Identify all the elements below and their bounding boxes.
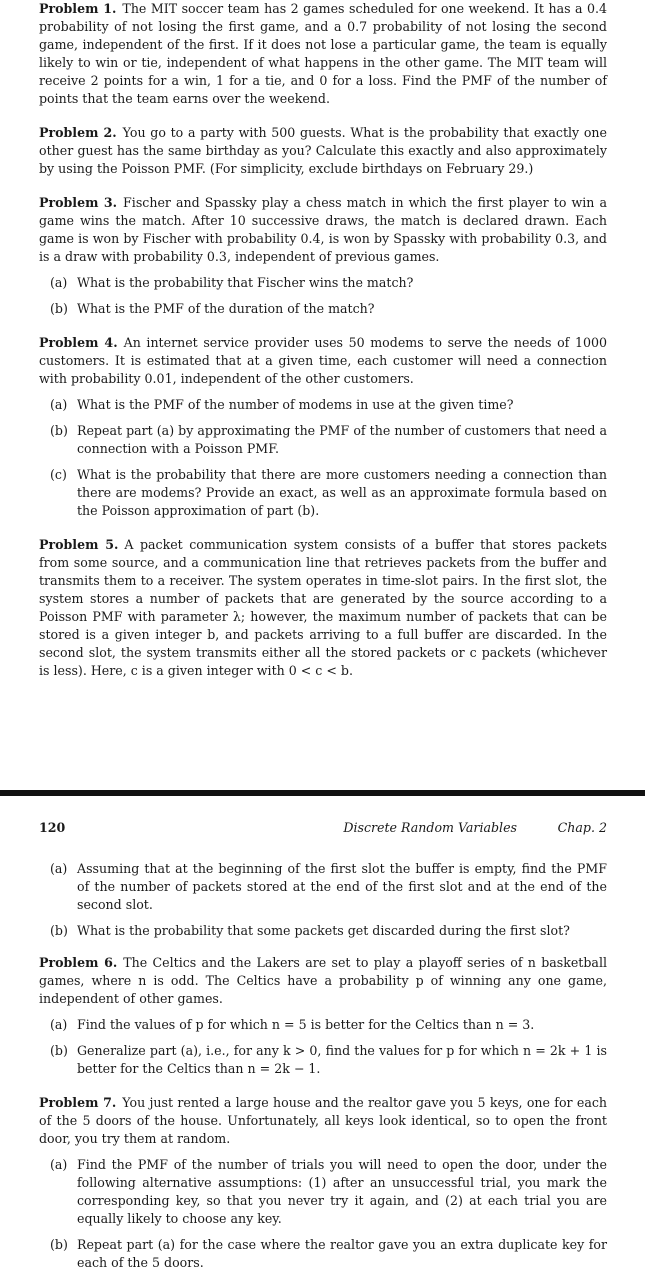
problem-text: An internet service provider uses 50 modems to serve the needs of 1000 customers. It is estimated that at a given time, each customer will need a connection with probability 0.01, independent of the other customers. [39,335,607,386]
part-text: Generalize part (a), i.e., for any k > 0, find the values for p for which n = 2k + 1 is better for the Celtics than n = 2k − 1. [77,1043,607,1076]
part-text: What is the PMF of the duration of the match? [77,301,375,316]
problem-6 [39,954,607,1078]
problem-text: You go to a party with 500 guests. What is the probability that exactly one other guest has the same birthday as you? Calculate this exactly and also approximately by using the Poisson PMF. (For simplicity, exclude birthdays on February 29.) [39,125,607,176]
part-item [50,1236,607,1272]
part-item [50,274,607,292]
bottom-page-text [39,860,607,1288]
part-item [50,300,607,318]
continued-parts [39,860,607,940]
problem-label: Problem 2. [39,125,117,140]
bottom-page [0,798,645,1280]
part-tag: (b) [50,923,68,938]
problem-text: Fischer and Spassky play a chess match in which the first player to win a game wins the match. After 10 successive draws, the match is declared drawn. Each game is won by Fischer with probability 0.4, is won by Spassky with probability 0.3, and is a draw with probability 0.3, independent of previous games. [39,195,607,264]
part-text: Repeat part (a) for the case where the realtor gave you an extra duplicate key for each of the 5 doors. [77,1237,607,1270]
problem-1 [39,0,607,108]
problem-label: Problem 5. [39,537,119,552]
problem-text: The Celtics and the Lakers are set to play a playoff series of n basketball games, where n is odd. The Celtics have a probability p of winning any one game, independent of other games. [39,955,607,1006]
problem-text: You just rented a large house and the realtor gave you 5 keys, one for each of the 5 doors of the house. Unfortunately, all keys look identical, so to open the front door, you try them at random. [39,1095,608,1146]
problem-label: Problem 3. [39,195,118,210]
problem-text: A packet communication system consists of a buffer that stores packets from some source, and a communication line that retrieves packets from the buffer and transmits them to a receiver. The system operates in time-slot pairs. In the first slot, the system stores a number of packets that are generated by the source according to a Poisson PMF with parameter λ; however, the maximum number of packets that can be stored is a given integer b, and packets arriving to a full buffer are discarded. In the second slot, the system transmits either all the stored packets or c packets (whichever is less). Here, c is a given integer with 0 < c < b. [39,537,607,678]
part-text: Find the values of p for which n = 5 is better for the Celtics than n = 3. [77,1017,535,1032]
part-text: What is the PMF of the number of modems in use at the given time? [77,397,514,412]
problem-parts [39,1016,607,1078]
problem-label: Problem 6. [39,955,118,970]
part-item [50,860,607,914]
problem-parts [39,274,607,318]
part-text: What is the probability that Fischer wins the match? [77,275,414,290]
part-tag: (b) [50,1043,68,1058]
problem-label: Problem 1. [39,1,117,16]
problem-5 [39,536,607,680]
part-tag: (a) [50,1017,68,1032]
part-text: Repeat part (a) by approximating the PMF of the number of customers that need a connection with a Poisson PMF. [77,423,607,456]
part-text: What is the probability that some packets get discarded during the first slot? [77,923,570,938]
running-header [39,820,607,840]
problem-parts [39,1156,607,1272]
problem-7 [39,1094,607,1272]
part-item [50,396,607,414]
page-divider [0,786,645,798]
problem-2 [39,124,607,178]
part-item [50,422,607,458]
running-title: Discrete Random Variables [343,820,517,835]
page-number: 120 [39,820,66,835]
part-tag: (a) [50,861,68,876]
problem-label: Problem 4. [39,335,118,350]
part-text: Find the PMF of the number of trials you will need to open the door, under the following alternative assumptions: (1) after an unsuccessful trial, you mark the corresponding key, so that you never try it again, and (2) at each trial you are equally likely to choose any key. [77,1157,607,1226]
part-item [50,1156,607,1228]
part-tag: (b) [50,423,68,438]
part-tag: (a) [50,1157,68,1172]
problem-4 [39,334,607,520]
chapter-label: Chap. 2 [557,820,607,835]
part-text: Assuming that at the beginning of the first slot the buffer is empty, find the PMF of the number of packets stored at the end of the first slot and at the end of the second slot. [77,861,607,912]
problem-3 [39,194,607,318]
part-tag: (b) [50,301,68,316]
problem-label: Problem 7. [39,1095,117,1110]
problem-parts [39,396,607,520]
part-item [50,922,607,940]
part-item [50,1016,607,1034]
problem-text: The MIT soccer team has 2 games scheduled for one weekend. It has a 0.4 probability of not losing the first game, and a 0.7 probability of not losing the second game, independent of the first. If it does not lose a particular game, the team is equally likely to win or tie, independent of what happens in the other game. The MIT team will receive 2 points for a win, 1 for a tie, and 0 for a loss. Find the PMF of the number of points that the team earns over the weekend. [39,1,607,106]
top-page-text [39,0,607,696]
part-item [50,1042,607,1078]
part-tag: (c) [50,467,67,482]
part-tag: (a) [50,275,68,290]
part-item [50,466,607,520]
part-tag: (a) [50,397,68,412]
part-text: What is the probability that there are more customers needing a connection than there are modems? Provide an exact, as well as an approximate formula based on the Poisson approximation of part (b). [77,467,607,518]
part-tag: (b) [50,1237,68,1252]
